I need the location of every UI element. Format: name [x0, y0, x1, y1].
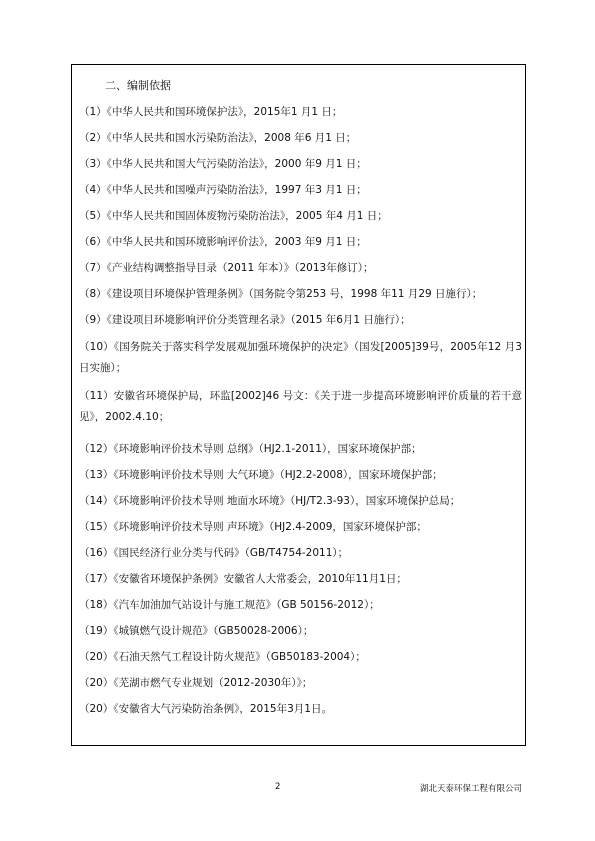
- list-item: （14）《环境影响评价技术导则 地面水环境》（HJ/T2.3-93），国家环境保护总局；: [79, 495, 461, 507]
- list-item: （20）《芜湖市燃气专业规划（2012-2030年）》；: [79, 677, 313, 689]
- list-item: （5）《中华人民共和国固体废物污染防治法》，2005 年4 月1 日；: [79, 210, 388, 222]
- list-item: （18）《汽车加油加气站设计与施工规范》（GB 50156-2012）；: [79, 599, 380, 611]
- list-item: （8）《建设项目环境保护管理条例》（国务院令第253 号，1998 年11 月29 日施行）；: [79, 288, 483, 300]
- list-item: （1）《中华人民共和国环境保护法》，2015年1 月1 日；: [79, 106, 343, 118]
- list-item: （9）《建设项目环境影响评价分类管理名录》（2015 年6月1 日施行）；: [79, 314, 411, 326]
- list-item: （15）《环境影响评价技术导则 声环境》（HJ2.4-2009，国家环境保护部；: [79, 521, 427, 533]
- list-item: （6）《中华人民共和国环境影响评价法》，2003 年9 月1 日；: [79, 236, 367, 248]
- list-item: （20）《安徽省大气污染防治条例》，2015年3月1日。: [79, 703, 332, 715]
- list-item: （20）《石油天然气工程设计防火规范》（GB50183-2004）；: [79, 651, 366, 663]
- section-heading: 二、编制依据: [105, 79, 171, 92]
- page-number: 2: [275, 782, 281, 792]
- company-name: 湖北天泰环保工程有限公司: [420, 784, 523, 794]
- list-item: （13）《环境影响评价技术导则 大气环境》（HJ2.2-2008），国家环境保护部；: [79, 469, 443, 481]
- list-item: （3）《中华人民共和国大气污染防治法》，2000 年9 月1 日；: [79, 158, 367, 170]
- list-item: （10）《国务院关于落实科学发展观加强环境保护的决定》（国发[2005]39号，2005年12 月3 日实施）；: [79, 341, 522, 374]
- list-item: （2）《中华人民共和国水污染防治法》，2008 年6 月1 日；: [79, 132, 357, 144]
- list-item: （7）《产业结构调整指导目录（2011 年本）》（2013年修订）；: [79, 262, 374, 274]
- list-item: （12）《环境影响评价技术导则 总纲》（HJ2.1-2011），国家环境保护部；: [79, 443, 422, 455]
- list-item: （16）《国民经济行业分类与代码》（GB/T4754-2011）；: [79, 547, 349, 559]
- list-item: （11）安徽省环境保护局，环监[2002]46 号文：《关于进一步提高环境影响评价质量的若干意见》，2002.4.10；: [79, 390, 522, 423]
- list-item: （19）《城镇燃气设计规范》（GB50028-2006）；: [79, 625, 314, 637]
- list-item: （17）《安徽省环境保护条例》安徽省人大常委会，2010年11月1日；: [79, 573, 407, 585]
- list-item: （4）《中华人民共和国噪声污染防治法》，1997 年3 月1 日；: [79, 184, 367, 196]
